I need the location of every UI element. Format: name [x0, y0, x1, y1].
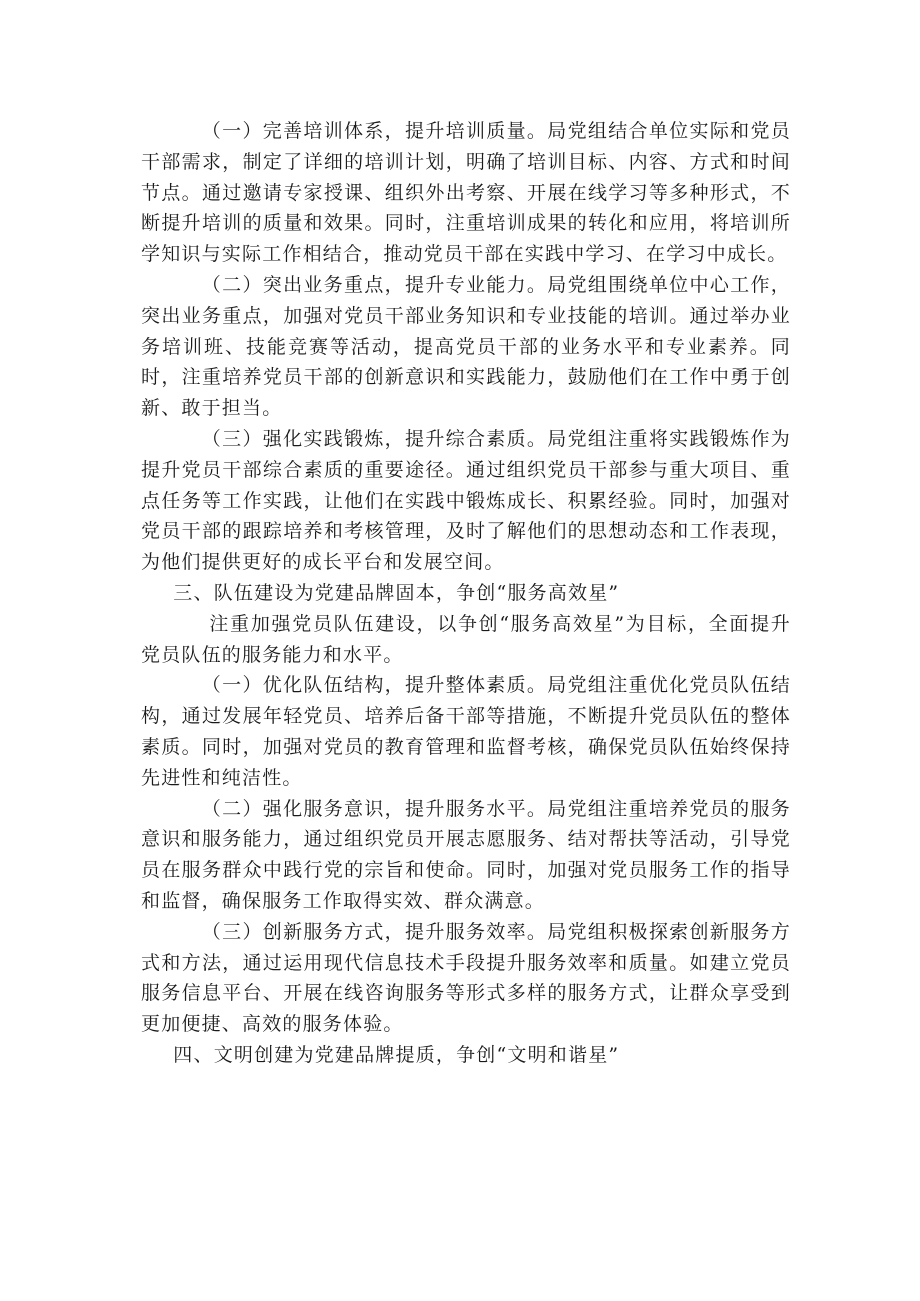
paragraph-team-intro: 注重加强党员队伍建设，以争创“服务高效星”为目标，全面提升党员队伍的服务能力和水平。 — [141, 612, 791, 666]
section-heading-three: 三、队伍建设为党建品牌固本，争创“服务高效星” — [173, 581, 620, 604]
paragraph-practice-training: （三）强化实践锻炼，提升综合素质。局党组注重将实践锻炼作为提升党员干部综合素质的重要途径。通过组织党员干部参与重大项目、重点任务等工作实践，让他们在实践中锻炼成长、积累经验。同时，加强对党员干部的跟踪培养和考核管理，及时了解他们的思想动态和工作表现，为他们提供更好的成长平台和发展空间。 — [141, 427, 791, 574]
document-body — [141, 116, 791, 1071]
paragraph-business-focus: （二）突出业务重点，提升专业能力。局党组围绕单位中心工作，突出业务重点，加强对党员干部业务知识和专业技能的培训。通过举办业务培训班、技能竞赛等活动，提高党员干部的业务水平和专业素养。同时，注重培养党员干部的创新意识和实践能力，鼓励他们在工作中勇于创新、敢于担当。 — [141, 273, 791, 420]
paragraph-service-awareness: （二）强化服务意识，提升服务水平。局党组注重培养党员的服务意识和服务能力，通过组织党员开展志愿服务、结对帮扶等活动，引导党员在服务群众中践行党的宗旨和使命。同时，加强对党员服务工作的指导和监督，确保服务工作取得实效、群众满意。 — [141, 797, 791, 912]
paragraph-training-system: （一）完善培训体系，提升培训质量。局党组结合单位实际和党员干部需求，制定了详细的培训计划，明确了培训目标、内容、方式和时间节点。通过邀请专家授课、组织外出考察、开展在线学习等多种形式，不断提升培训的质量和效果。同时，注重培训成果的转化和应用，将培训所学知识与实际工作相结合，推动党员干部在实践中学习、在学习中成长。 — [141, 120, 791, 266]
paragraph-team-structure: （一）优化队伍结构，提升整体素质。局党组注重优化党员队伍结构，通过发展年轻党员、培养后备干部等措施，不断提升党员队伍的整体素质。同时，加强对党员的教育管理和监督考核，确保党员队伍始终保持先进性和纯洁性。 — [141, 674, 791, 789]
section-heading-four: 四、文明创建为党建品牌提质，争创“文明和谐星” — [173, 1043, 620, 1066]
paragraph-service-innovation: （三）创新服务方式，提升服务效率。局党组积极探索创新服务方式和方法，通过运用现代信息技术手段提升服务效率和质量。如建立党员服务信息平台、开展在线咨询服务等形式多样的服务方式，让群众享受到更加便捷、高效的服务体验。 — [141, 920, 791, 1036]
